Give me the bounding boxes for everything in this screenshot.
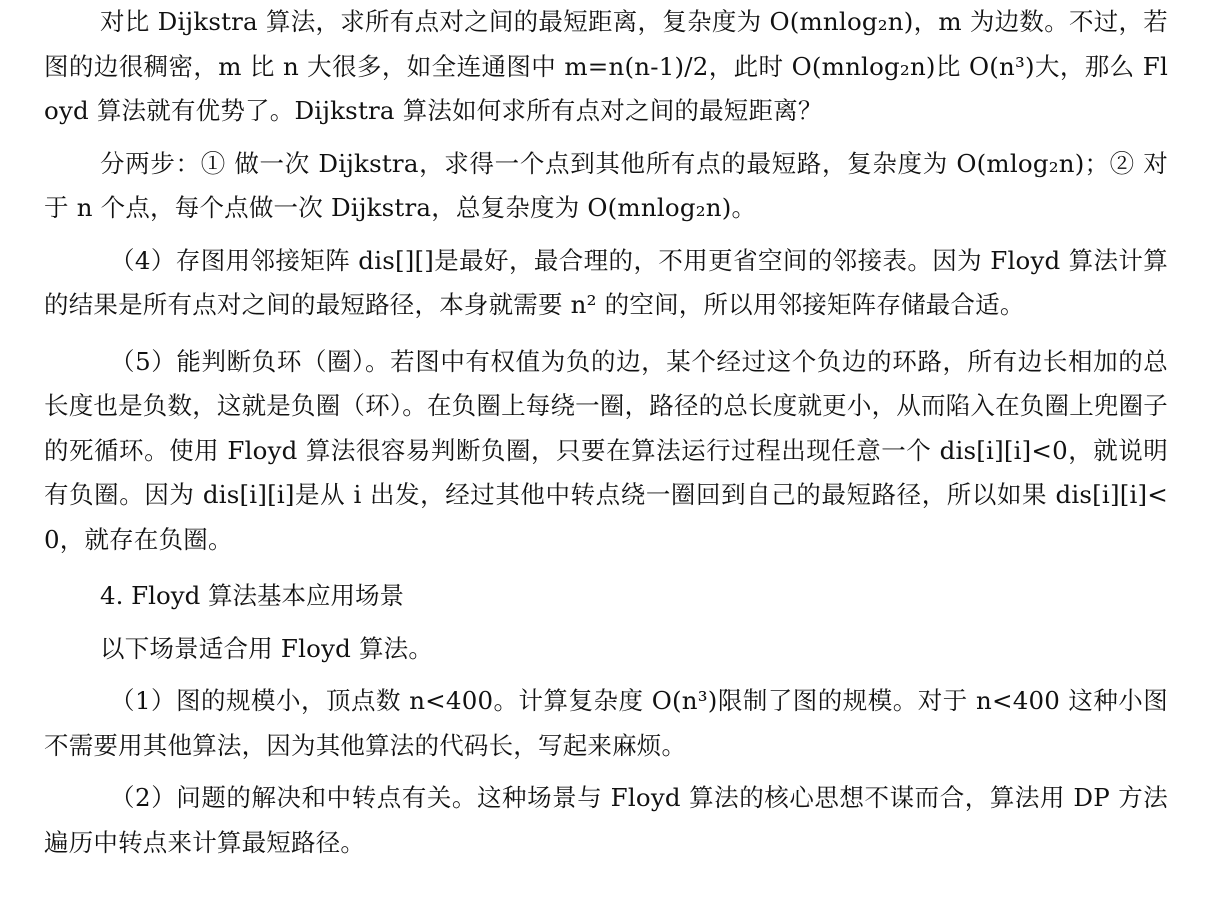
paragraph-scenario-2: （2）问题的解决和中转点有关。这种场景与 Floyd 算法的核心思想不谋而合，算法用 DP 方法遍历中转点来计算最短路径。 xyxy=(44,783,1168,857)
paragraph-scenario-1: （1）图的规模小，顶点数 n<400。计算复杂度 O(n³)限制了图的规模。对于 n<400 这种小图不需要用其他算法，因为其他算法的代码长，写起来麻烦。 xyxy=(44,686,1168,760)
paragraph-intro: 以下场景适合用 Floyd 算法。 xyxy=(100,633,434,663)
paragraph-point-5: （5）能判断负环（圈）。若图中有权值为负的边，某个经过这个负边的环路，所有边长相加的总长度也是负数，这就是负圈（环）。在负圈上每绕一圈，路径的总长度就更小，从而陷入在负圈上兜圈子的死循环。使用 Floyd 算法很容易判断负圈，只要在算法运行过程出现任意一个 dis[i][i]<0，就说明有负圈。因为 dis[i][i]是从 i 出发，经过其他中转点绕一圈回到自己的最短路径，所以如果 dis[i][i]<0，就存在负圈。 xyxy=(44,346,1168,554)
paragraph-point-4: （4）存图用邻接矩阵 dis[][]是最好，最合理的，不用更省空间的邻接表。因为 Floyd 算法计算的结果是所有点对之间的最短路径，本身就需要 n² 的空间，所以用邻接矩阵存储最合适。 xyxy=(44,245,1168,319)
section-heading: 4. Floyd 算法基本应用场景 xyxy=(100,581,405,610)
paragraph-two-steps: 分两步：① 做一次 Dijkstra，求得一个点到其他所有点的最短路，复杂度为 O(mlog₂n)；② 对于 n 个点，每个点做一次 Dijkstra，总复杂度为 O(mnlog₂n)。 xyxy=(44,148,1168,222)
document-page xyxy=(44,0,1168,865)
paragraph-dijkstra-compare: 对比 Dijkstra 算法，求所有点对之间的最短距离，复杂度为 O(mnlog₂n)，m 为边数。不过，若图的边很稠密，m 比 n 大很多，如全连通图中 m=n(n-1)/2，此时 O(mnlog₂n)比 O(n³)大，那么 Floyd 算法就有优势了。Dijkstra 算法如何求所有点对之间的最短距离？ xyxy=(44,7,1168,125)
